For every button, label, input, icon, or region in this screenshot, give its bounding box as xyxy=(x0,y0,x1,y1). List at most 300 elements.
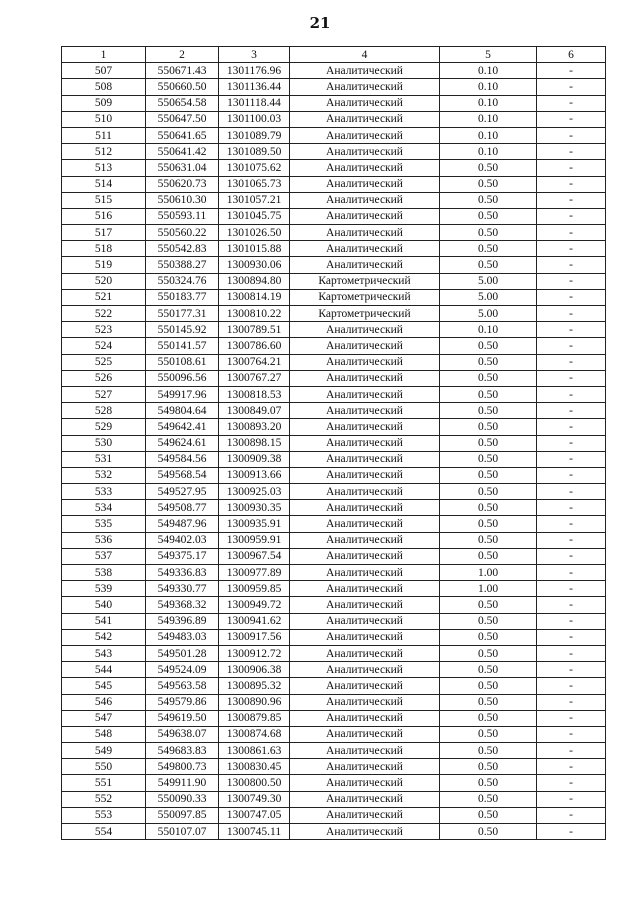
y-coordinate-cell: 1301118.44 xyxy=(219,95,290,111)
x-coordinate-cell: 549368.32 xyxy=(146,597,219,613)
y-coordinate-cell: 1300764.21 xyxy=(219,354,290,370)
method-cell: Аналитический xyxy=(290,581,440,597)
method-cell: Аналитический xyxy=(290,79,440,95)
method-cell: Аналитический xyxy=(290,419,440,435)
x-coordinate-cell: 550183.77 xyxy=(146,289,219,305)
note-cell: - xyxy=(537,581,606,597)
note-cell: - xyxy=(537,338,606,354)
point-number-cell: 544 xyxy=(62,662,146,678)
x-coordinate-cell: 549336.83 xyxy=(146,565,219,581)
y-coordinate-cell: 1300861.63 xyxy=(219,743,290,759)
point-number-cell: 541 xyxy=(62,613,146,629)
x-coordinate-cell: 549487.96 xyxy=(146,516,219,532)
accuracy-cell: 0.50 xyxy=(440,403,537,419)
point-number-cell: 539 xyxy=(62,581,146,597)
x-coordinate-cell: 549330.77 xyxy=(146,581,219,597)
note-cell: - xyxy=(537,111,606,127)
point-number-cell: 547 xyxy=(62,710,146,726)
table-row xyxy=(62,63,606,79)
table-row xyxy=(62,370,606,386)
table-header-row xyxy=(62,47,606,63)
y-coordinate-cell: 1300890.96 xyxy=(219,694,290,710)
point-number-cell: 518 xyxy=(62,241,146,257)
x-coordinate-cell: 549396.89 xyxy=(146,613,219,629)
y-coordinate-cell: 1300959.91 xyxy=(219,532,290,548)
method-cell: Аналитический xyxy=(290,257,440,273)
point-number-cell: 543 xyxy=(62,645,146,661)
y-coordinate-cell: 1301057.21 xyxy=(219,192,290,208)
accuracy-cell: 0.50 xyxy=(440,597,537,613)
table-row xyxy=(62,645,606,661)
accuracy-cell: 0.50 xyxy=(440,759,537,775)
point-number-cell: 523 xyxy=(62,322,146,338)
method-cell: Аналитический xyxy=(290,111,440,127)
y-coordinate-cell: 1300893.20 xyxy=(219,419,290,435)
accuracy-cell: 0.50 xyxy=(440,532,537,548)
note-cell: - xyxy=(537,435,606,451)
x-coordinate-cell: 549624.61 xyxy=(146,435,219,451)
x-coordinate-cell: 549638.07 xyxy=(146,726,219,742)
y-coordinate-cell: 1300800.50 xyxy=(219,775,290,791)
x-coordinate-cell: 549508.77 xyxy=(146,500,219,516)
table-row xyxy=(62,127,606,143)
table-row xyxy=(62,111,606,127)
point-number-cell: 508 xyxy=(62,79,146,95)
y-coordinate-cell: 1300814.19 xyxy=(219,289,290,305)
x-coordinate-cell: 550177.31 xyxy=(146,306,219,322)
note-cell: - xyxy=(537,241,606,257)
note-cell: - xyxy=(537,726,606,742)
table-row xyxy=(62,726,606,742)
point-number-cell: 550 xyxy=(62,759,146,775)
x-coordinate-cell: 550542.83 xyxy=(146,241,219,257)
note-cell: - xyxy=(537,273,606,289)
y-coordinate-cell: 1301100.03 xyxy=(219,111,290,127)
x-coordinate-cell: 550145.92 xyxy=(146,322,219,338)
table-row xyxy=(62,338,606,354)
table-row xyxy=(62,192,606,208)
point-number-cell: 528 xyxy=(62,403,146,419)
accuracy-cell: 0.50 xyxy=(440,807,537,823)
method-cell: Аналитический xyxy=(290,208,440,224)
accuracy-cell: 0.50 xyxy=(440,241,537,257)
table-row xyxy=(62,95,606,111)
table-row xyxy=(62,451,606,467)
accuracy-cell: 0.50 xyxy=(440,435,537,451)
method-cell: Аналитический xyxy=(290,743,440,759)
y-coordinate-cell: 1301045.75 xyxy=(219,208,290,224)
method-cell: Аналитический xyxy=(290,694,440,710)
x-coordinate-cell: 549375.17 xyxy=(146,548,219,564)
y-coordinate-cell: 1301136.44 xyxy=(219,79,290,95)
table-row xyxy=(62,306,606,322)
table-row xyxy=(62,743,606,759)
method-cell: Аналитический xyxy=(290,613,440,629)
x-coordinate-cell: 549563.58 xyxy=(146,678,219,694)
table-row xyxy=(62,759,606,775)
point-number-cell: 521 xyxy=(62,289,146,305)
y-coordinate-cell: 1300749.30 xyxy=(219,791,290,807)
accuracy-cell: 0.50 xyxy=(440,775,537,791)
method-cell: Аналитический xyxy=(290,548,440,564)
note-cell: - xyxy=(537,160,606,176)
x-coordinate-cell: 549524.09 xyxy=(146,662,219,678)
accuracy-cell: 0.50 xyxy=(440,629,537,645)
table-row xyxy=(62,565,606,581)
y-coordinate-cell: 1300767.27 xyxy=(219,370,290,386)
accuracy-cell: 0.50 xyxy=(440,694,537,710)
table-row xyxy=(62,824,606,840)
point-number-cell: 536 xyxy=(62,532,146,548)
x-coordinate-cell: 550641.65 xyxy=(146,127,219,143)
y-coordinate-cell: 1300789.51 xyxy=(219,322,290,338)
x-coordinate-cell: 550660.50 xyxy=(146,79,219,95)
method-cell: Аналитический xyxy=(290,451,440,467)
accuracy-cell: 0.50 xyxy=(440,419,537,435)
note-cell: - xyxy=(537,791,606,807)
x-coordinate-cell: 550388.27 xyxy=(146,257,219,273)
accuracy-cell: 0.50 xyxy=(440,484,537,500)
table-row xyxy=(62,160,606,176)
y-coordinate-cell: 1300977.89 xyxy=(219,565,290,581)
accuracy-cell: 0.50 xyxy=(440,192,537,208)
point-number-cell: 514 xyxy=(62,176,146,192)
accuracy-cell: 0.50 xyxy=(440,338,537,354)
coordinates-table xyxy=(61,46,606,840)
x-coordinate-cell: 549501.28 xyxy=(146,645,219,661)
method-cell: Аналитический xyxy=(290,645,440,661)
method-cell: Аналитический xyxy=(290,629,440,645)
table-row xyxy=(62,484,606,500)
table-row xyxy=(62,354,606,370)
y-coordinate-cell: 1300874.68 xyxy=(219,726,290,742)
method-cell: Аналитический xyxy=(290,322,440,338)
table-row xyxy=(62,419,606,435)
x-coordinate-cell: 550560.22 xyxy=(146,225,219,241)
accuracy-cell: 0.10 xyxy=(440,95,537,111)
note-cell: - xyxy=(537,613,606,629)
method-cell: Аналитический xyxy=(290,370,440,386)
accuracy-cell: 0.50 xyxy=(440,386,537,402)
column-header: 5 xyxy=(440,47,537,63)
accuracy-cell: 0.10 xyxy=(440,63,537,79)
point-number-cell: 513 xyxy=(62,160,146,176)
y-coordinate-cell: 1300967.54 xyxy=(219,548,290,564)
table-row xyxy=(62,225,606,241)
y-coordinate-cell: 1300930.06 xyxy=(219,257,290,273)
point-number-cell: 525 xyxy=(62,354,146,370)
x-coordinate-cell: 550090.33 xyxy=(146,791,219,807)
y-coordinate-cell: 1301089.50 xyxy=(219,144,290,160)
note-cell: - xyxy=(537,694,606,710)
point-number-cell: 551 xyxy=(62,775,146,791)
y-coordinate-cell: 1300906.38 xyxy=(219,662,290,678)
accuracy-cell: 0.10 xyxy=(440,111,537,127)
point-number-cell: 511 xyxy=(62,127,146,143)
note-cell: - xyxy=(537,257,606,273)
accuracy-cell: 0.50 xyxy=(440,500,537,516)
note-cell: - xyxy=(537,824,606,840)
method-cell: Аналитический xyxy=(290,144,440,160)
x-coordinate-cell: 549642.41 xyxy=(146,419,219,435)
y-coordinate-cell: 1300959.85 xyxy=(219,581,290,597)
table-row xyxy=(62,500,606,516)
x-coordinate-cell: 549402.03 xyxy=(146,532,219,548)
method-cell: Аналитический xyxy=(290,678,440,694)
note-cell: - xyxy=(537,322,606,338)
table-row xyxy=(62,532,606,548)
point-number-cell: 520 xyxy=(62,273,146,289)
x-coordinate-cell: 549800.73 xyxy=(146,759,219,775)
point-number-cell: 534 xyxy=(62,500,146,516)
method-cell: Аналитический xyxy=(290,176,440,192)
table-row xyxy=(62,289,606,305)
accuracy-cell: 0.50 xyxy=(440,160,537,176)
note-cell: - xyxy=(537,678,606,694)
note-cell: - xyxy=(537,127,606,143)
column-header: 3 xyxy=(219,47,290,63)
y-coordinate-cell: 1300745.11 xyxy=(219,824,290,840)
table-row xyxy=(62,273,606,289)
table-row xyxy=(62,775,606,791)
note-cell: - xyxy=(537,176,606,192)
note-cell: - xyxy=(537,565,606,581)
y-coordinate-cell: 1300941.62 xyxy=(219,613,290,629)
point-number-cell: 552 xyxy=(62,791,146,807)
method-cell: Аналитический xyxy=(290,532,440,548)
x-coordinate-cell: 550610.30 xyxy=(146,192,219,208)
table-row xyxy=(62,710,606,726)
y-coordinate-cell: 1300909.38 xyxy=(219,451,290,467)
note-cell: - xyxy=(537,192,606,208)
accuracy-cell: 0.50 xyxy=(440,370,537,386)
note-cell: - xyxy=(537,144,606,160)
x-coordinate-cell: 549917.96 xyxy=(146,386,219,402)
x-coordinate-cell: 549619.50 xyxy=(146,710,219,726)
y-coordinate-cell: 1300830.45 xyxy=(219,759,290,775)
table-row xyxy=(62,467,606,483)
note-cell: - xyxy=(537,629,606,645)
method-cell: Аналитический xyxy=(290,500,440,516)
point-number-cell: 542 xyxy=(62,629,146,645)
x-coordinate-cell: 550108.61 xyxy=(146,354,219,370)
note-cell: - xyxy=(537,79,606,95)
note-cell: - xyxy=(537,548,606,564)
x-coordinate-cell: 550647.50 xyxy=(146,111,219,127)
table-row xyxy=(62,678,606,694)
note-cell: - xyxy=(537,467,606,483)
x-coordinate-cell: 549911.90 xyxy=(146,775,219,791)
accuracy-cell: 5.00 xyxy=(440,273,537,289)
x-coordinate-cell: 550620.73 xyxy=(146,176,219,192)
point-number-cell: 510 xyxy=(62,111,146,127)
x-coordinate-cell: 549584.56 xyxy=(146,451,219,467)
x-coordinate-cell: 549568.54 xyxy=(146,467,219,483)
x-coordinate-cell: 550141.57 xyxy=(146,338,219,354)
table-row xyxy=(62,807,606,823)
accuracy-cell: 0.50 xyxy=(440,467,537,483)
y-coordinate-cell: 1300810.22 xyxy=(219,306,290,322)
method-cell: Аналитический xyxy=(290,565,440,581)
note-cell: - xyxy=(537,743,606,759)
accuracy-cell: 0.50 xyxy=(440,662,537,678)
note-cell: - xyxy=(537,500,606,516)
table-row xyxy=(62,144,606,160)
method-cell: Картометрический xyxy=(290,306,440,322)
note-cell: - xyxy=(537,225,606,241)
point-number-cell: 535 xyxy=(62,516,146,532)
accuracy-cell: 0.10 xyxy=(440,127,537,143)
accuracy-cell: 0.50 xyxy=(440,451,537,467)
accuracy-cell: 0.50 xyxy=(440,208,537,224)
y-coordinate-cell: 1300925.03 xyxy=(219,484,290,500)
table-body xyxy=(62,63,606,840)
method-cell: Аналитический xyxy=(290,726,440,742)
note-cell: - xyxy=(537,208,606,224)
y-coordinate-cell: 1300917.56 xyxy=(219,629,290,645)
note-cell: - xyxy=(537,419,606,435)
table-row xyxy=(62,662,606,678)
note-cell: - xyxy=(537,532,606,548)
accuracy-cell: 0.10 xyxy=(440,144,537,160)
note-cell: - xyxy=(537,451,606,467)
y-coordinate-cell: 1300879.85 xyxy=(219,710,290,726)
point-number-cell: 517 xyxy=(62,225,146,241)
point-number-cell: 548 xyxy=(62,726,146,742)
y-coordinate-cell: 1300849.07 xyxy=(219,403,290,419)
accuracy-cell: 0.50 xyxy=(440,354,537,370)
note-cell: - xyxy=(537,597,606,613)
method-cell: Аналитический xyxy=(290,225,440,241)
note-cell: - xyxy=(537,386,606,402)
method-cell: Аналитический xyxy=(290,775,440,791)
method-cell: Аналитический xyxy=(290,127,440,143)
accuracy-cell: 0.50 xyxy=(440,743,537,759)
table-row xyxy=(62,435,606,451)
table-row xyxy=(62,79,606,95)
accuracy-cell: 0.50 xyxy=(440,548,537,564)
point-number-cell: 537 xyxy=(62,548,146,564)
y-coordinate-cell: 1301026.50 xyxy=(219,225,290,241)
method-cell: Аналитический xyxy=(290,63,440,79)
point-number-cell: 515 xyxy=(62,192,146,208)
column-header: 2 xyxy=(146,47,219,63)
x-coordinate-cell: 550324.76 xyxy=(146,273,219,289)
method-cell: Аналитический xyxy=(290,192,440,208)
page-number: 21 xyxy=(309,14,331,32)
method-cell: Картометрический xyxy=(290,273,440,289)
method-cell: Аналитический xyxy=(290,516,440,532)
note-cell: - xyxy=(537,710,606,726)
y-coordinate-cell: 1300949.72 xyxy=(219,597,290,613)
table-row xyxy=(62,241,606,257)
accuracy-cell: 0.10 xyxy=(440,79,537,95)
y-coordinate-cell: 1301089.79 xyxy=(219,127,290,143)
method-cell: Аналитический xyxy=(290,354,440,370)
accuracy-cell: 5.00 xyxy=(440,306,537,322)
x-coordinate-cell: 550107.07 xyxy=(146,824,219,840)
point-number-cell: 532 xyxy=(62,467,146,483)
table-row xyxy=(62,581,606,597)
point-number-cell: 538 xyxy=(62,565,146,581)
point-number-cell: 554 xyxy=(62,824,146,840)
note-cell: - xyxy=(537,306,606,322)
point-number-cell: 531 xyxy=(62,451,146,467)
y-coordinate-cell: 1301015.88 xyxy=(219,241,290,257)
accuracy-cell: 1.00 xyxy=(440,565,537,581)
note-cell: - xyxy=(537,95,606,111)
table-row xyxy=(62,322,606,338)
x-coordinate-cell: 549527.95 xyxy=(146,484,219,500)
x-coordinate-cell: 549683.83 xyxy=(146,743,219,759)
column-header: 1 xyxy=(62,47,146,63)
method-cell: Аналитический xyxy=(290,160,440,176)
x-coordinate-cell: 549483.03 xyxy=(146,629,219,645)
note-cell: - xyxy=(537,645,606,661)
point-number-cell: 553 xyxy=(62,807,146,823)
y-coordinate-cell: 1300912.72 xyxy=(219,645,290,661)
y-coordinate-cell: 1300747.05 xyxy=(219,807,290,823)
y-coordinate-cell: 1301075.62 xyxy=(219,160,290,176)
y-coordinate-cell: 1300913.66 xyxy=(219,467,290,483)
method-cell: Аналитический xyxy=(290,824,440,840)
column-header: 4 xyxy=(290,47,440,63)
note-cell: - xyxy=(537,484,606,500)
point-number-cell: 540 xyxy=(62,597,146,613)
table-row xyxy=(62,613,606,629)
point-number-cell: 519 xyxy=(62,257,146,273)
y-coordinate-cell: 1300895.32 xyxy=(219,678,290,694)
note-cell: - xyxy=(537,775,606,791)
accuracy-cell: 0.50 xyxy=(440,678,537,694)
accuracy-cell: 0.50 xyxy=(440,824,537,840)
table-row xyxy=(62,176,606,192)
accuracy-cell: 0.50 xyxy=(440,516,537,532)
y-coordinate-cell: 1300786.60 xyxy=(219,338,290,354)
note-cell: - xyxy=(537,354,606,370)
point-number-cell: 549 xyxy=(62,743,146,759)
point-number-cell: 524 xyxy=(62,338,146,354)
x-coordinate-cell: 550641.42 xyxy=(146,144,219,160)
x-coordinate-cell: 550097.85 xyxy=(146,807,219,823)
accuracy-cell: 0.50 xyxy=(440,645,537,661)
table-row xyxy=(62,694,606,710)
point-number-cell: 516 xyxy=(62,208,146,224)
point-number-cell: 509 xyxy=(62,95,146,111)
accuracy-cell: 0.50 xyxy=(440,726,537,742)
point-number-cell: 533 xyxy=(62,484,146,500)
method-cell: Аналитический xyxy=(290,807,440,823)
method-cell: Аналитический xyxy=(290,759,440,775)
method-cell: Аналитический xyxy=(290,435,440,451)
x-coordinate-cell: 550654.58 xyxy=(146,95,219,111)
table-row xyxy=(62,791,606,807)
x-coordinate-cell: 550593.11 xyxy=(146,208,219,224)
x-coordinate-cell: 550096.56 xyxy=(146,370,219,386)
table-row xyxy=(62,386,606,402)
method-cell: Аналитический xyxy=(290,597,440,613)
note-cell: - xyxy=(537,370,606,386)
x-coordinate-cell: 550631.04 xyxy=(146,160,219,176)
y-coordinate-cell: 1301176.96 xyxy=(219,63,290,79)
x-coordinate-cell: 549579.86 xyxy=(146,694,219,710)
y-coordinate-cell: 1300818.53 xyxy=(219,386,290,402)
method-cell: Аналитический xyxy=(290,467,440,483)
method-cell: Аналитический xyxy=(290,95,440,111)
accuracy-cell: 0.10 xyxy=(440,322,537,338)
note-cell: - xyxy=(537,807,606,823)
note-cell: - xyxy=(537,289,606,305)
